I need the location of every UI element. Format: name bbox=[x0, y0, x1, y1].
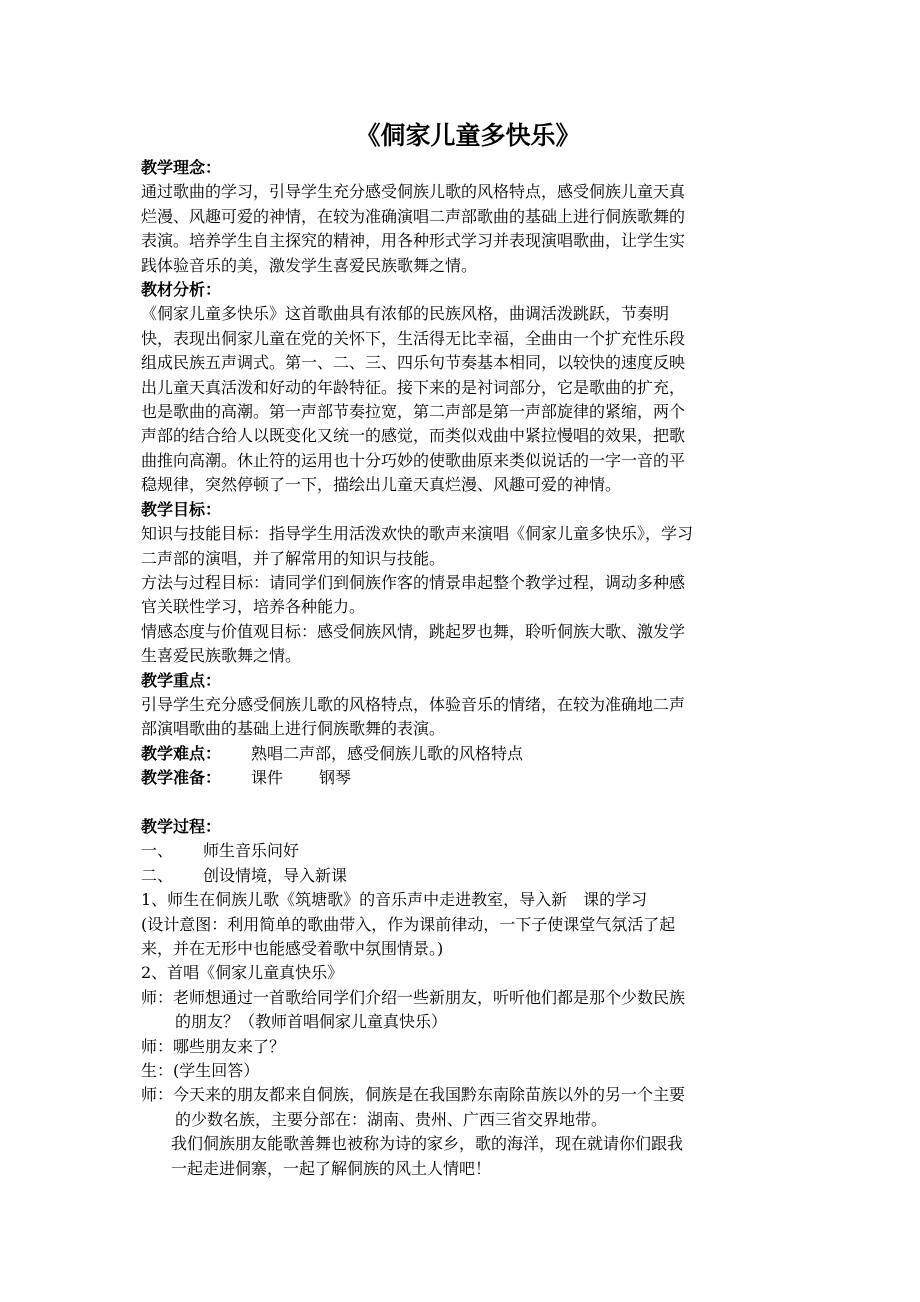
section-difficulty bbox=[141, 742, 791, 766]
paragraph-line: 1、师生在侗族儿歌《筑塘歌》的音乐声中走进教室，导入新 课的学习 bbox=[141, 890, 648, 910]
section-heading: 教学难点： bbox=[141, 743, 222, 763]
paragraph-line: 快，表现出侗家儿童在党的关怀下，生活得无比幸福，全曲由一个扩充性乐段 bbox=[141, 328, 686, 348]
paragraph-line: 出儿童天真活泼和好动的年龄特征。接下来的是衬词部分，它是歌曲的扩充， bbox=[141, 377, 686, 397]
paragraph-line: 二声部的演唱，并了解常用的知识与技能。 bbox=[141, 548, 446, 568]
step-text: 创设情境，导入新课 bbox=[203, 865, 348, 885]
paragraph-line: 情感态度与价值观目标：感受侗族风情，跳起罗也舞，聆听侗族大歌、激发学 bbox=[141, 621, 686, 641]
section-heading: 教学重点： bbox=[141, 670, 222, 690]
paragraph-line: 表演。培养学生自主探究的精神，用各种形式学习并表现演唱歌曲，让学生实 bbox=[141, 231, 686, 251]
paragraph-line: 通过歌曲的学习，引导学生充分感受侗族儿歌的风格特点，感受侗族儿童天真 bbox=[141, 182, 686, 202]
paragraph-line: 的朋友？（教师首唱侗家儿童真快乐） bbox=[175, 1012, 448, 1032]
section-preparation bbox=[141, 766, 791, 790]
paragraph-line: 也是歌曲的高潮。第一声部节奏拉宽，第二声部是第一声部旋律的紧缩，两个 bbox=[141, 402, 686, 422]
paragraph-line: 方法与过程目标：请同学们到侗族作客的情景串起整个教学过程，调动多种感 bbox=[141, 572, 686, 592]
paragraph-line: 知识与技能目标：指导学生用活泼欢快的歌声来演唱《侗家儿童多快乐》，学习 bbox=[141, 524, 694, 544]
paragraph-line: 师：老师想通过一首歌给同学们介绍一些新朋友，听听他们都是那个少数民族 bbox=[141, 987, 686, 1007]
section-philosophy bbox=[141, 156, 791, 278]
paragraph-line: 践体验音乐的美，激发学生喜爱民族歌舞之情。 bbox=[141, 255, 478, 275]
paragraph-line: 我们侗族朋友能歌善舞也被称为诗的家乡，歌的海洋，现在就请你们跟我 bbox=[171, 1134, 684, 1154]
paragraph-line: 的少数名族，主要分部在：湖南、贵州、广西三省交界地带。 bbox=[175, 1109, 608, 1129]
section-heading: 教学目标： bbox=[141, 499, 222, 519]
section-heading: 教学准备： bbox=[141, 768, 222, 788]
paragraph-line: 部演唱歌曲的基础上进行侗族歌舞的表演。 bbox=[141, 719, 446, 739]
step-number: 二、 bbox=[141, 865, 174, 885]
paragraph-line: 2、首唱《侗家儿童真快乐》 bbox=[141, 963, 344, 983]
process-step bbox=[141, 839, 791, 863]
document-page bbox=[141, 118, 791, 1181]
paragraph-line: 烂漫、风趣可爱的神情，在较为准确演唱二声部歌曲的基础上进行侗族歌舞的 bbox=[141, 206, 686, 226]
paragraph-line: 师：今天来的朋友都来自侗族，侗族是在我国黔东南除苗族以外的另一个主要 bbox=[141, 1085, 686, 1105]
section-key-points bbox=[141, 669, 791, 742]
section-analysis bbox=[141, 278, 791, 498]
section-goals bbox=[141, 498, 791, 669]
paragraph-line: 稳规律，突然停顿了一下，描绘出儿童天真烂漫、风趣可爱的神情。 bbox=[141, 475, 622, 495]
paragraph-line: 引导学生充分感受侗族儿歌的风格特点，体验音乐的情绪，在较为准确地二声 bbox=[141, 694, 686, 714]
section-heading: 教材分析： bbox=[141, 280, 222, 300]
paragraph-line: 曲推向高潮。休止符的运用也十分巧妙的使歌曲原来类似说话的一字一音的平 bbox=[141, 450, 686, 470]
preparation-item: 课件 bbox=[251, 768, 284, 788]
process-step bbox=[141, 864, 791, 888]
paragraph-line: 声部的结合给人以既变化又统一的感觉，而类似戏曲中紧拉慢唱的效果，把歌 bbox=[141, 426, 686, 446]
paragraph-line: 师：哪些朋友来了？ bbox=[141, 1036, 286, 1056]
section-heading: 教学理念： bbox=[141, 158, 222, 177]
paragraph-line: 《侗家儿童多快乐》这首歌曲具有浓郁的民族风格，曲调活泼跳跃，节奏明 bbox=[141, 304, 670, 324]
difficulty-text: 熟唱二声部，感受侗族儿歌的风格特点 bbox=[251, 743, 524, 763]
paragraph-line: 来，并在无形中也能感受着歌中氛围情景。) bbox=[141, 938, 444, 958]
preparation-item: 钢琴 bbox=[319, 768, 352, 788]
paragraph-line: 官关联性学习，培养各种能力。 bbox=[141, 597, 366, 617]
paragraph-line: 组成民族五声调式。第一、二、三、四乐句节奏基本相同，以较快的速度反映 bbox=[141, 353, 686, 373]
document-title: 《侗家儿童多快乐》 bbox=[355, 121, 581, 150]
section-heading: 教学过程： bbox=[141, 816, 222, 836]
step-text: 师生音乐问好 bbox=[203, 841, 300, 861]
paragraph-line: (设计意图：利用简单的歌曲带入，作为课前律动，一下子使课堂气氛活了起 bbox=[141, 914, 676, 934]
paragraph-line: 一起走进侗寨，一起了解侗族的风土人情吧！ bbox=[171, 1158, 492, 1178]
section-process bbox=[141, 815, 791, 1181]
paragraph-line: 生喜爱民族歌舞之情。 bbox=[141, 646, 302, 666]
paragraph-line: 生：(学生回答） bbox=[141, 1061, 260, 1081]
step-number: 一、 bbox=[141, 841, 174, 861]
